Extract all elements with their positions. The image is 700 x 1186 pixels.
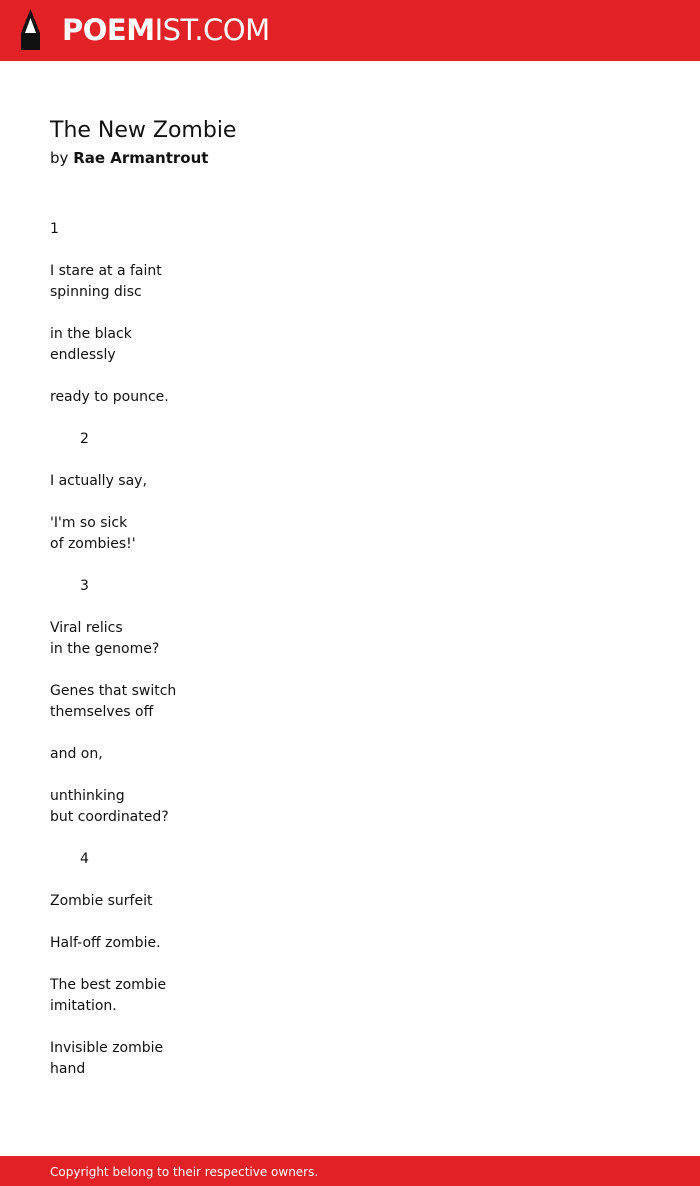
poem-line: imitation. [50,998,117,1014]
stanza-break [50,660,650,681]
stanza-break [50,954,650,975]
author-name: Rae Armantrout [73,149,209,167]
by-label: by [50,149,69,167]
stanza-break [50,597,650,618]
site-footer [0,1156,700,1186]
section-number: 3 [80,578,89,594]
poem-body [50,219,650,1080]
poem-line: I actually say, [50,473,147,489]
byline [50,147,650,169]
section-number: 1 [50,221,59,237]
poem-line: The best zombie [50,977,167,993]
poem-line: Genes that switch [50,683,177,699]
section-number: 4 [80,851,89,867]
poem-line: of zombies!' [50,536,136,552]
poem-line: Zombie surfeit [50,893,153,909]
poem-line: Viral relics [50,620,123,636]
stanza-break [50,366,650,387]
stanza-break [50,240,650,261]
stanza-break [50,492,650,513]
poem-title: The New Zombie [50,118,237,143]
poem-line: themselves off [50,704,154,720]
stanza-break [50,912,650,933]
stanza-break [50,765,650,786]
poem-heading [50,116,650,169]
stanza-break [50,450,650,471]
logo-bold-text: POEM [62,13,155,47]
poem-line: Half-off zombie. [50,935,161,951]
poem-line: but coordinated? [50,809,169,825]
poem-line: and on, [50,746,103,762]
poem-line: spinning disc [50,284,142,300]
poem-line: unthinking [50,788,125,804]
poem-line: in the genome? [50,641,160,657]
poem-line: in the black [50,326,132,342]
poem-line: ready to pounce. [50,389,169,405]
poem-line: endlessly [50,347,116,363]
poem-line: hand [50,1061,86,1077]
stanza-break [50,303,650,324]
copyright-text: Copyright belong to their respective owners. [50,1165,319,1179]
pen-nib-icon[interactable] [18,9,43,51]
section-number: 2 [80,431,89,447]
stanza-break [50,1017,650,1038]
stanza-break [50,723,650,744]
poem-line: Invisible zombie [50,1040,164,1056]
section-break [50,828,650,849]
site-header [0,0,700,61]
poem-line: I stare at a faint [50,263,162,279]
poem-line: 'I'm so sick [50,515,128,531]
site-logo[interactable] [62,12,270,48]
section-break [50,408,650,429]
section-break [50,555,650,576]
stanza-break [50,870,650,891]
logo-light-text: IST.COM [154,13,270,47]
